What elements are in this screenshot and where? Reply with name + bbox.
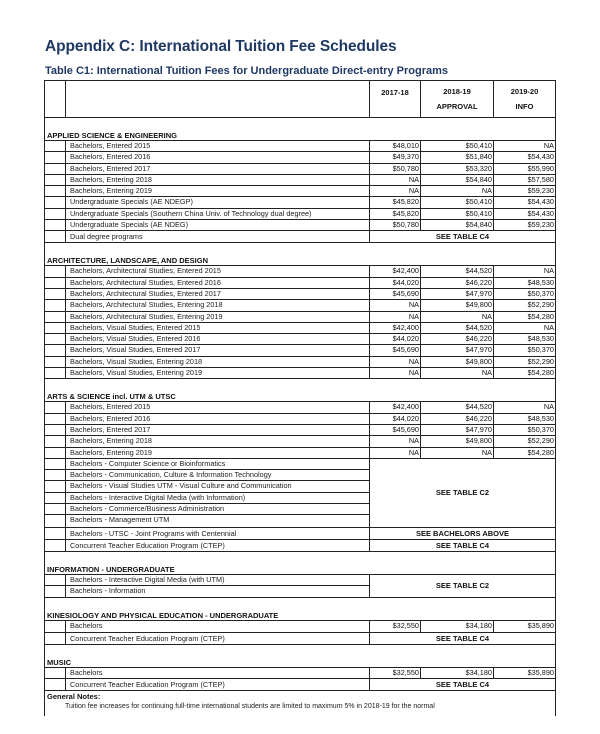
- header-2018-19: 2018-19 APPROVAL: [421, 81, 494, 117]
- section-title-music: MUSIC: [45, 657, 555, 668]
- fee-2018-19: $49,800: [421, 436, 494, 446]
- fee-2017-18: NA: [370, 312, 421, 322]
- fee-2018-19: $50,410: [421, 209, 494, 219]
- fee-2018-19: $50,410: [421, 141, 494, 151]
- fee-2019-20: $54,430: [527, 197, 554, 207]
- table-row: [45, 470, 369, 481]
- row-label: Bachelors, Visual Studies, Entering 2018: [66, 357, 370, 367]
- header-2017-18: 2017-18: [370, 81, 421, 117]
- section-title-ase: APPLIED SCIENCE & ENGINEERING: [45, 130, 555, 141]
- fee-2018-19: $46,220: [421, 414, 494, 424]
- fee-2017-18: $42,400: [370, 266, 421, 276]
- fee-2019-20: $54,280: [527, 447, 554, 457]
- fee-2017-18: NA: [370, 368, 421, 378]
- fee-2017-18: $44,020: [370, 334, 421, 344]
- row-label: Bachelors, Visual Studies, Entering 2019: [66, 368, 370, 378]
- fee-2018-19: NA: [421, 448, 494, 458]
- fee-2019-20: $57,580: [527, 174, 554, 184]
- row-label: Bachelors, Entering 2019: [66, 186, 370, 196]
- fee-2019-20: $52,290: [527, 436, 554, 446]
- fee-2018-19: $44,520: [421, 266, 494, 276]
- row-label: Bachelors: [66, 621, 370, 631]
- fee-2018-19: $51,840: [421, 152, 494, 162]
- table-row: Concurrent Teacher Education Program (CTEP) SEE TABLE C4: [45, 540, 555, 552]
- table-row: [45, 668, 555, 679]
- fee-2019-20: NA: [543, 322, 554, 332]
- row-label: Bachelors - Communication, Culture & Information Technology: [70, 470, 272, 480]
- fee-2018-19: $49,800: [421, 300, 494, 310]
- table-row: [45, 402, 555, 413]
- table-row: [45, 481, 369, 492]
- table-row: [45, 197, 555, 208]
- fee-2019-20: $52,290: [527, 300, 554, 310]
- merged-group-info: Bachelors - Interactive Digital Media (with UTM) Bachelors - Information SEE TABLE C2: [45, 575, 555, 599]
- section-title-ald: ARCHITECTURE, LANDSCAPE, AND DESIGN: [45, 255, 555, 266]
- fee-2019-20: $52,290: [527, 356, 554, 366]
- table-row: [45, 175, 555, 186]
- fee-2017-18: $42,400: [370, 323, 421, 333]
- fee-2018-19: $54,840: [421, 175, 494, 185]
- table-row: [45, 493, 369, 504]
- fee-2018-19: $47,970: [421, 289, 494, 299]
- section-title-as: ARTS & SCIENCE incl. UTM & UTSC: [45, 391, 555, 402]
- fee-2017-18: NA: [370, 186, 421, 196]
- fee-2019-20: $54,280: [527, 368, 554, 378]
- fee-2018-19: $44,520: [421, 402, 494, 412]
- fee-2017-18: $49,370: [370, 152, 421, 162]
- document-title: Appendix C: International Tuition Fee Schedules: [45, 38, 397, 55]
- merged-group-as: Bachelors - Computer Science or Bioinformatics Bachelors - Communication, Culture & Information Technology Bachelors - Visual Studies UTM - Visual Culture and Communication Bachelors - Interactive Digital Media (with Information) Bachelors - Commerce/Business Administration Bachelors - Management UTM SEE TABLE C2: [45, 459, 555, 528]
- fee-2019-20: $35,890: [527, 667, 554, 677]
- table-row: [45, 586, 369, 597]
- general-notes-title: General Notes:: [47, 691, 101, 701]
- fee-2018-19: $53,320: [421, 164, 494, 174]
- row-label: Bachelors, Architectural Studies, Entered 2017: [66, 289, 370, 299]
- row-label: Bachelors: [66, 668, 370, 678]
- row-label: Bachelors, Entering 2019: [66, 448, 370, 458]
- section-title-info: INFORMATION - UNDERGRADUATE: [45, 564, 555, 575]
- row-label: Bachelors - Interactive Digital Media (with Information): [70, 492, 246, 502]
- row-label: Bachelors, Entered 2016: [66, 414, 370, 424]
- section-rows-ald: [45, 266, 555, 379]
- general-notes-text: Tuition fee increases for continuing full-time international students are limited to maximum 5% in 2018-19 for the normal: [65, 702, 435, 710]
- row-label: Bachelors - Visual Studies UTM - Visual Culture and Communication: [70, 481, 292, 491]
- fee-2019-20: $48,530: [527, 413, 554, 423]
- fee-2017-18: $32,550: [370, 621, 421, 631]
- table-row: [45, 300, 555, 311]
- row-label: Bachelors - Management UTM: [70, 515, 170, 525]
- fee-2017-18: $48,010: [370, 141, 421, 151]
- row-label: Undergraduate Specials (Southern China Univ. of Technology dual degree): [66, 209, 370, 219]
- section-title-kpe: KINESIOLOGY AND PHYSICAL EDUCATION - UNDERGRADUATE: [45, 610, 555, 621]
- fee-2018-19: $47,970: [421, 425, 494, 435]
- section-rows-kpe: [45, 621, 555, 632]
- row-label: Bachelors - Interactive Digital Media (with UTM): [70, 574, 225, 584]
- table-header: [45, 81, 555, 118]
- table-row: [45, 152, 555, 163]
- fee-2019-20: $50,370: [527, 424, 554, 434]
- fee-2017-18: $44,020: [370, 278, 421, 288]
- row-label: Bachelors - Information: [70, 585, 146, 595]
- table-row: [45, 357, 555, 368]
- table-row: Dual degree programs SEE TABLE C4: [45, 231, 555, 243]
- section-rows-as: [45, 402, 555, 458]
- fee-2018-19: NA: [421, 186, 494, 196]
- fee-2017-18: $44,020: [370, 414, 421, 424]
- row-label: Bachelors, Visual Studies, Entered 2017: [66, 345, 370, 355]
- table-row: [45, 186, 555, 197]
- fee-2018-19: $50,410: [421, 197, 494, 207]
- row-label: Bachelors, Architectural Studies, Entered 2015: [66, 266, 370, 276]
- fee-2018-19: $54,840: [421, 220, 494, 230]
- table-row: [45, 515, 369, 526]
- row-label: Bachelors, Entered 2017: [66, 425, 370, 435]
- fee-2017-18: NA: [370, 448, 421, 458]
- row-label: Bachelors, Entered 2015: [66, 402, 370, 412]
- table-title: Table C1: International Tuition Fees for Undergraduate Direct-entry Programs: [45, 65, 448, 77]
- fee-2018-19: $46,220: [421, 278, 494, 288]
- row-label: Bachelors - Commerce/Business Administration: [70, 504, 225, 514]
- table-row: [45, 323, 555, 334]
- row-label: Bachelors, Entered 2016: [66, 152, 370, 162]
- table-row: Concurrent Teacher Education Program (CTEP) SEE TABLE C4: [45, 633, 555, 645]
- row-label: Bachelors, Visual Studies, Entered 2016: [66, 334, 370, 344]
- table-row: Bachelors - UTSC - Joint Programs with Centennial SEE BACHELORS ABOVE: [45, 528, 555, 540]
- table-row: [45, 141, 555, 152]
- fee-2017-18: NA: [370, 357, 421, 367]
- fee-2018-19: $44,520: [421, 323, 494, 333]
- table-row: [45, 334, 555, 345]
- row-label: Bachelors, Architectural Studies, Entered 2016: [66, 278, 370, 288]
- fee-2017-18: $45,690: [370, 425, 421, 435]
- table-row: [45, 504, 369, 515]
- fee-2017-18: $50,780: [370, 164, 421, 174]
- table-row: [45, 289, 555, 300]
- table-row: [45, 278, 555, 289]
- fee-2018-19: $47,970: [421, 345, 494, 355]
- fee-2017-18: $32,550: [370, 668, 421, 678]
- fee-2018-19: $34,180: [421, 668, 494, 678]
- fee-2019-20: $50,370: [527, 288, 554, 298]
- table-row: [45, 266, 555, 277]
- row-label: Bachelors, Entered 2015: [66, 141, 370, 151]
- row-label: Bachelors, Entering 2018: [66, 436, 370, 446]
- table-row: [45, 345, 555, 356]
- table-row: [45, 436, 555, 447]
- table-row: [45, 209, 555, 220]
- fee-2018-19: $34,180: [421, 621, 494, 631]
- header-2019-20: 2019-20 INFO: [510, 87, 539, 111]
- fee-2019-20: $48,530: [527, 277, 554, 287]
- tuition-fee-table: [44, 80, 556, 716]
- fee-2019-20: NA: [543, 141, 554, 150]
- fee-2018-19: NA: [421, 368, 494, 378]
- fee-2019-20: $59,230: [527, 220, 554, 230]
- fee-2017-18: $45,690: [370, 345, 421, 355]
- fee-2017-18: NA: [370, 175, 421, 185]
- fee-2019-20: $50,370: [527, 345, 554, 355]
- table-row: [45, 459, 369, 470]
- row-label: Bachelors, Architectural Studies, Entering 2018: [66, 300, 370, 310]
- table-row: [45, 368, 555, 379]
- fee-2017-18: $45,820: [370, 197, 421, 207]
- fee-2018-19: NA: [421, 312, 494, 322]
- row-label: Bachelors, Visual Studies, Entered 2015: [66, 323, 370, 333]
- fee-2019-20: $54,430: [527, 152, 554, 162]
- table-row: [45, 414, 555, 425]
- table-row: [45, 425, 555, 436]
- table-row: [45, 448, 555, 459]
- fee-2017-18: $42,400: [370, 402, 421, 412]
- section-rows-music: [45, 668, 555, 679]
- fee-2019-20: $35,890: [527, 621, 554, 631]
- table-row: [45, 220, 555, 231]
- fee-2019-20: NA: [543, 402, 554, 412]
- fee-2019-20: $48,530: [527, 334, 554, 344]
- fee-2017-18: $45,690: [370, 289, 421, 299]
- fee-2019-20: $54,280: [527, 311, 554, 321]
- fee-2017-18: $45,820: [370, 209, 421, 219]
- row-label: Bachelors, Architectural Studies, Entering 2019: [66, 312, 370, 322]
- fee-2019-20: $59,230: [527, 186, 554, 196]
- fee-2017-18: NA: [370, 300, 421, 310]
- fee-2017-18: NA: [370, 436, 421, 446]
- fee-2018-19: $49,800: [421, 357, 494, 367]
- fee-2019-20: $55,990: [527, 163, 554, 173]
- table-row: [45, 164, 555, 175]
- fee-2019-20: $54,430: [527, 208, 554, 218]
- row-label: Bachelors, Entering 2018: [66, 175, 370, 185]
- table-row: [45, 575, 369, 586]
- fee-2017-18: $50,780: [370, 220, 421, 230]
- fee-2019-20: NA: [543, 266, 554, 276]
- row-label: Undergraduate Specials (AE NDEGP): [66, 197, 370, 207]
- section-rows-ase: [45, 141, 555, 231]
- table-row: [45, 621, 555, 632]
- fee-2018-19: $46,220: [421, 334, 494, 344]
- table-row: Concurrent Teacher Education Program (CTEP) SEE TABLE C4: [45, 679, 555, 691]
- row-label: Bachelors, Entered 2017: [66, 164, 370, 174]
- table-row: [45, 312, 555, 323]
- row-label: Undergraduate Specials (AE NDEG): [66, 220, 370, 230]
- row-label: Bachelors - Computer Science or Bioinformatics: [70, 458, 226, 468]
